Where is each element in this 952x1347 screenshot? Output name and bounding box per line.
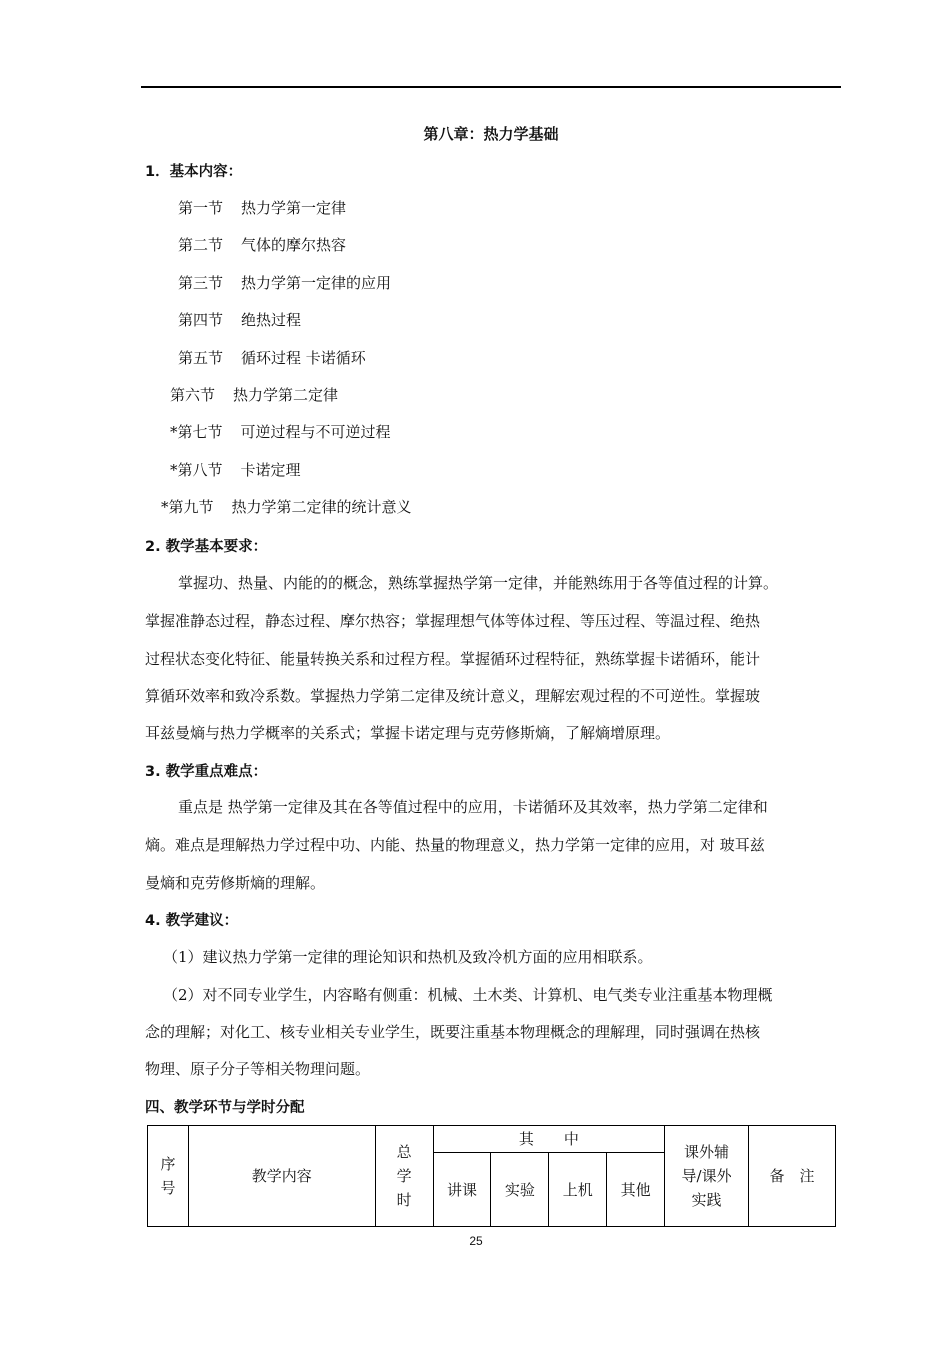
section-item-title: 热力学第二定律 [233,386,339,404]
section-item-number: 第六节 [170,386,216,404]
paragraph-line: 熵。难点是理解热力学过程中功、内能、热量的物理意义，热力学第一定律的应用，对 玻耳兹 [145,836,765,854]
section-item [170,385,338,405]
section-item [161,497,412,517]
paragraph-line: 念的理解；对化工、核专业相关专业学生，既要注重基本物理概念的理解理，同时强调在热核 [145,1023,761,1041]
col-extra-header: 课外辅导/课外实践 [665,1126,749,1227]
hours-allocation-table [147,1125,836,1227]
paragraph-line: 掌握准静态过程，静态过程、摩尔热容；掌握理想气体等体过程、等压过程、等温过程、绝热 [145,612,761,630]
section-item-title: 卡诺定理 [240,461,301,479]
chapter-title: 第八章：热力学基础 [423,125,559,143]
section-item [178,310,301,330]
section5-heading: 四、教学环节与学时分配 [145,1100,305,1116]
section-item-number: 第一节 [178,199,224,217]
section-item-number: 第五节 [178,349,224,367]
section-item-number: 第三节 [178,274,224,292]
section-item-title: 绝热过程 [241,311,302,329]
paragraph-line: 物理、原子分子等相关物理问题。 [145,1060,371,1078]
sub-other-header: 其他 [607,1153,665,1227]
section-item [178,198,346,218]
col-content-header: 教学内容 [188,1126,375,1227]
section1-heading: 1．基本内容： [145,164,243,180]
col-index-header: 序号 [148,1126,189,1227]
section-item [178,273,391,293]
section-item-number: *第八节 [170,461,223,479]
paragraph-line: 耳兹曼熵与热力学概率的关系式；掌握卡诺定理与克劳修斯熵，了解熵增原理。 [145,724,671,742]
sub-lecture-header: 讲课 [433,1153,491,1227]
col-group-header: 其 中 [433,1126,665,1153]
section2-heading: 2. 教学基本要求： [145,539,268,555]
section-item-title: 热力学第一定律 [241,199,347,217]
section4-heading: 4. 教学建议： [145,913,239,929]
paragraph-line: 掌握功、热量、内能的的概念，熟练掌握热学第一定律，并能熟练用于各等值过程的计算。 [178,574,779,592]
section-item-title: 热力学第一定律的应用 [241,274,392,292]
section-item [178,235,346,255]
section-item-title: 热力学第二定律的统计意义 [231,498,412,516]
paragraph-line: 算循环效率和致冷系数。掌握热力学第二定律及统计意义，理解宏观过程的不可逆性。掌握玻 [145,687,761,705]
section-item-title: 可逆过程与不可逆过程 [240,423,391,441]
section-item-number: 第二节 [178,236,224,254]
paragraph-line: （2）对不同专业学生，内容略有侧重：机械、土木类、计算机、电气类专业注重基本物理概 [163,986,773,1004]
sub-lab-header: 实验 [491,1153,549,1227]
paragraph-line: 曼熵和克劳修斯熵的理解。 [145,874,326,892]
paragraph-line: （1）建议热力学第一定律的理论知识和热机及致冷机方面的应用相联系。 [163,948,653,966]
section3-heading: 3. 教学重点难点： [145,764,268,780]
section-item [170,460,301,480]
section-item [178,348,366,368]
section-item-number: 第四节 [178,311,224,329]
paragraph-line: 过程状态变化特征、能量转换关系和过程方程。掌握循环过程特征，熟练掌握卡诺循环，能计 [145,650,761,668]
sub-computer-header: 上机 [549,1153,607,1227]
section-item-title: 气体的摩尔热容 [241,236,347,254]
header-rule [141,86,841,88]
section-item-number: *第九节 [161,498,214,516]
section-item-number: *第七节 [170,423,223,441]
paragraph-line: 重点是 热学第一定律及其在各等值过程中的应用，卡诺循环及其效率，热力学第二定律和 [178,798,768,816]
section-item [170,422,391,442]
col-note-header: 备 注 [749,1126,836,1227]
page-number: 25 [469,1234,483,1248]
section-item-title: 循环过程 卡诺循环 [241,349,366,367]
col-hours-header: 总学时 [375,1126,433,1227]
